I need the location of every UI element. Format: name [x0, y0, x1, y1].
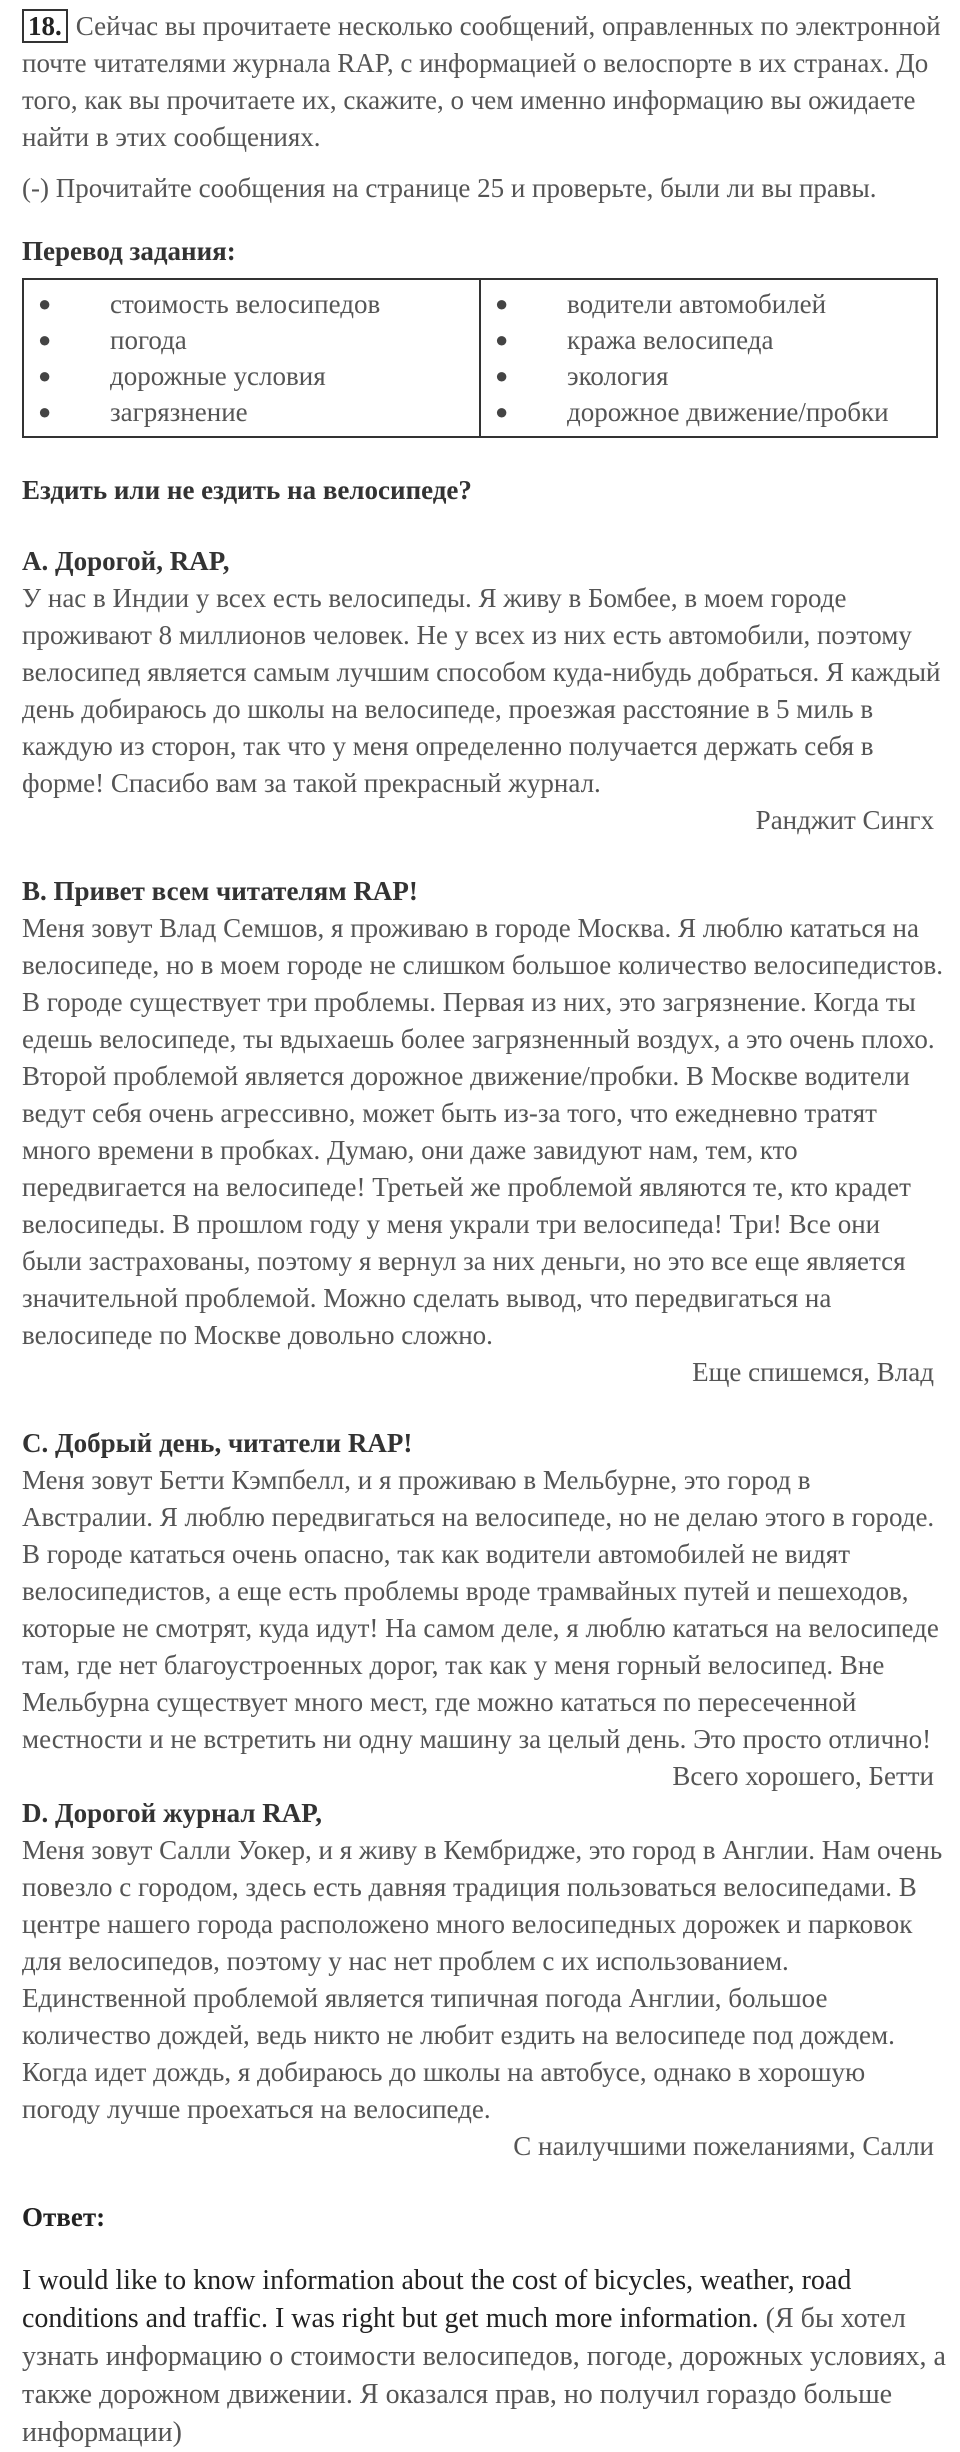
- translation-heading: Перевод задания:: [22, 236, 236, 266]
- bullet-icon: ●: [38, 363, 52, 388]
- letter-body: Меня зовут Салли Уокер, и я живу в Кембридже, это город в Англии. Нам очень повезло с городом, здесь есть давняя традиция пользоваться велосипедами. В центре нашего города расположено много велосипедных дорожек и парковок для велосипедов, поэтому у нас нет проблем с их использованием. Единственной проблемой является типичная погода Англии, большое количество дождей, ведь никто не любит ездить на велосипеде под дождем. Когда идет дождь, я добираюсь до школы на автобусе, однако в хорошую погоду лучше проехаться на велосипеде.: [22, 1835, 943, 2124]
- letter-signature: С наилучшими пожеланиями, Салли: [513, 2131, 934, 2161]
- topic-item: ● кража велосипеда: [495, 322, 926, 358]
- letter-d: [22, 1795, 946, 2165]
- bullet-icon: ●: [495, 399, 509, 424]
- topic-item: ● экология: [495, 358, 926, 394]
- task-intro-text: Сейчас вы прочитаете несколько сообщений, оправленных по электронной почте читателями журнала RAP, с информацией о велоспорте в их странах. До того, как вы прочитаете их, скажите, о чем именно информацию вы ожидаете найти в этих сообщениях.: [22, 11, 941, 152]
- task-number: 18.: [22, 9, 68, 43]
- bullet-icon: ●: [495, 327, 509, 352]
- answer-english: I would like to know information about the cost of bicycles, weather, road conditions and traffic. I was right but get much more information.: [22, 2265, 852, 2334]
- topic-item: ● погода: [38, 322, 469, 358]
- bullet-icon: ●: [495, 291, 509, 316]
- topic-item: ● дорожное движение/пробки: [495, 394, 926, 430]
- topic-item: ● водители автомобилей: [495, 286, 926, 322]
- letter-c: [22, 1425, 946, 1795]
- task-instruction: (-) Прочитайте сообщения на странице 25 и проверьте, были ли вы правы.: [22, 173, 877, 203]
- letter-signature: Еще спишемся, Влад: [692, 1357, 934, 1387]
- answer-text: [22, 2262, 946, 2452]
- letter-body: Меня зовут Влад Семшов, я проживаю в городе Москва. Я люблю кататься на велосипеде, но в моем городе не слишком большое количество велосипедистов. В городе существует три проблемы. Первая из них, это загрязнение. Когда ты едешь велосипеде, ты вдыхаешь более загрязненный воздух, а это очень плохо. Второй проблемой является дорожное движение/пробки. В Москве водители ведут себя очень агрессивно, может быть из-за того, что ежедневно тратят много времени в пробках. Думаю, они даже завидуют нам, тем, кто передвигается на велосипеде! Третьей же проблемой являются те, кто крадет велосипеды. В прошлом году у меня украли три велосипеда! Три! Все они были застрахованы, поэтому я вернул за них деньги, но это все еще является значительной проблемой. Можно сделать вывод, что передвигаться на велосипеде по Москве довольно сложно.: [22, 913, 943, 1350]
- bullet-icon: ●: [38, 327, 52, 352]
- letter-heading: A. Дорогой, RAP,: [22, 546, 230, 576]
- topics-table: [22, 278, 938, 438]
- letter-signature: Ранджит Сингх: [755, 805, 934, 835]
- letter-b: [22, 873, 946, 1391]
- answer-russian: (Я бы хотел узнать информацию о стоимости велосипедов, погоде, дорожных условиях, а также дорожном движении. Я оказался прав, но получил гораздо больше информации): [22, 2303, 946, 2448]
- letter-signature: Всего хорошего, Бетти: [672, 1761, 934, 1791]
- letter-heading: C. Добрый день, читатели RAP!: [22, 1428, 413, 1458]
- bullet-icon: ●: [38, 291, 52, 316]
- letter-a: [22, 543, 946, 839]
- topics-left-column: [24, 280, 479, 436]
- topic-item: ● дорожные условия: [38, 358, 469, 394]
- article-title: Ездить или не ездить на велосипеде?: [22, 475, 472, 505]
- topic-item: ● стоимость велосипедов: [38, 286, 469, 322]
- letter-body: Меня зовут Бетти Кэмпбелл, и я проживаю в Мельбурне, это город в Австралии. Я люблю передвигаться на велосипеде, но не делаю этого в городе. В городе кататься очень опасно, так как водители автомобилей не видят велосипедистов, а еще есть проблемы вроде трамвайных путей и пешеходов, которые не смотрят, куда идут! На самом деле, я люблю кататься на велосипеде там, где нет благоустроенных дорог, так как у меня горный велосипед. Вне Мельбурна существует много мест, где можно кататься по пересеченной местности и не встретить ни одну машину за целый день. Это просто отлично!: [22, 1465, 939, 1754]
- letter-body: У нас в Индии у всех есть велосипеды. Я живу в Бомбее, в моем городе проживают 8 миллионов человек. Не у всех из них есть автомобили, поэтому велосипед является самым лучшим способом куда-нибудь добраться. Я каждый день добираюсь до школы на велосипеде, проезжая расстояние в 5 миль в каждую из сторон, так что у меня определенно получается держать себя в форме! Спасибо вам за такой прекрасный журнал.: [22, 583, 941, 798]
- letter-heading: B. Привет всем читателям RAP!: [22, 876, 418, 906]
- letter-heading: D. Дорогой журнал RAP,: [22, 1798, 323, 1828]
- bullet-icon: ●: [495, 363, 509, 388]
- topics-right-column: [479, 280, 936, 436]
- topic-item: ● загрязнение: [38, 394, 469, 430]
- task-intro: [22, 8, 946, 156]
- bullet-icon: ●: [38, 399, 52, 424]
- answer-heading: Ответ:: [22, 2202, 106, 2232]
